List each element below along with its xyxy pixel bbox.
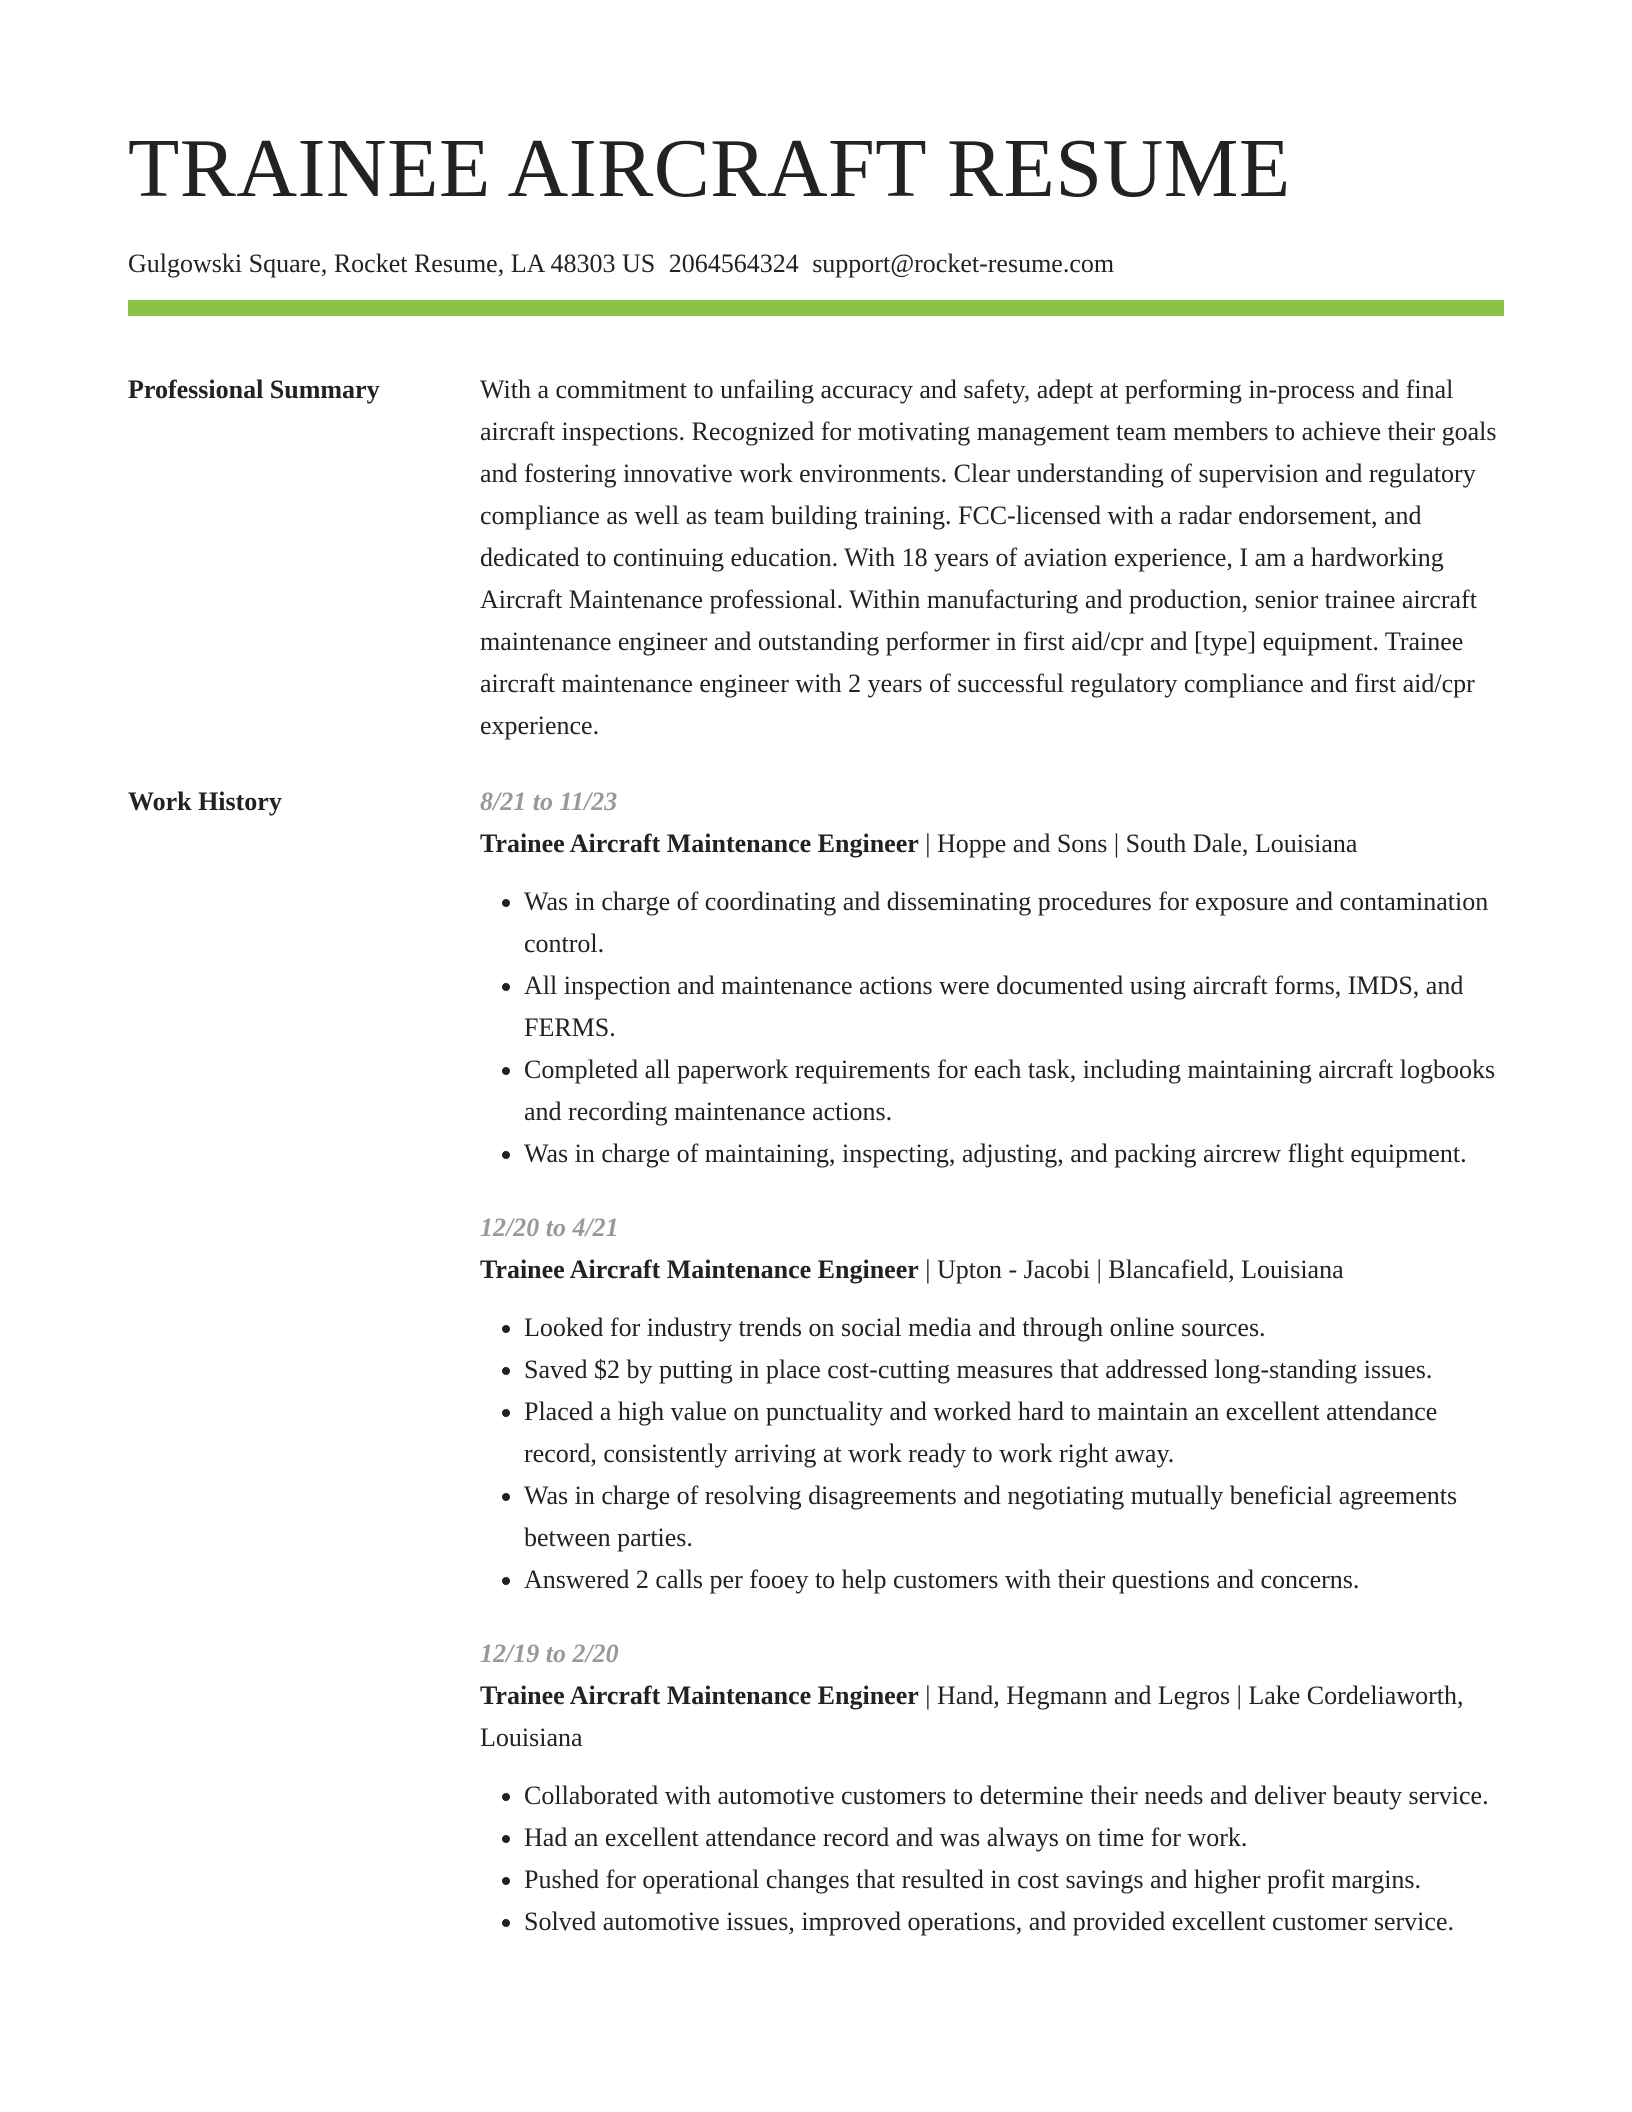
section-label-work-history: Work History bbox=[128, 787, 282, 816]
job-bullet: • Was in charge of resolving disagreements and negotiating mutually beneficial agreements between parties. bbox=[524, 1475, 1504, 1559]
summary-text: With a commitment to unfailing accuracy and safety, adept at performing in-process and final aircraft inspections. Recognized for motivating management team members to achieve their goals and fostering innovative work environments. Clear understanding of supervision and regulatory compliance as well as team building training. FCC-licensed with a radar endorsement, and dedicated to continuing education. With 18 years of aviation experience, I am a hardworking Aircraft Maintenance professional. Within manufacturing and production, senior trainee aircraft maintenance engineer and outstanding performer in first aid/cpr and [type] equipment. Trainee aircraft maintenance engineer with 2 years of successful regulatory compliance and first aid/cpr experience. bbox=[480, 375, 1497, 740]
work-history-section bbox=[128, 781, 1504, 1975]
contact-info bbox=[128, 247, 1504, 281]
job-bullet: • All inspection and maintenance actions were documented using aircraft forms, IMDS, and FERMS. bbox=[524, 965, 1504, 1049]
section-label-summary: Professional Summary bbox=[128, 375, 380, 404]
contact-phone: 2064564324 bbox=[668, 249, 799, 278]
job-entry bbox=[480, 1633, 1504, 1943]
job-bullet: • Was in charge of coordinating and disseminating procedures for exposure and contamination control. bbox=[524, 881, 1504, 965]
resume-page bbox=[128, 0, 1504, 1975]
resume-title: TRAINEE AIRCRAFT RESUME bbox=[128, 122, 1291, 215]
job-employer-location: | Upton - Jacobi | Blancafield, Louisiana bbox=[925, 1255, 1344, 1284]
contact-address: Gulgowski Square, Rocket Resume, LA 48303 US bbox=[128, 249, 656, 278]
job-bullet: • Completed all paperwork requirements for each task, including maintaining aircraft logbooks and recording maintenance actions. bbox=[524, 1049, 1504, 1133]
job-bullet: • Was in charge of maintaining, inspecting, adjusting, and packing aircrew flight equipment. bbox=[524, 1133, 1504, 1175]
job-entry bbox=[480, 1207, 1504, 1601]
contact-email: support@rocket-resume.com bbox=[812, 249, 1115, 278]
job-bullet: • Had an excellent attendance record and was always on time for work. bbox=[524, 1817, 1504, 1859]
job-bullet-list bbox=[480, 1307, 1504, 1601]
job-heading bbox=[480, 1249, 1504, 1291]
job-employer-location: | Hoppe and Sons | South Dale, Louisiana bbox=[925, 829, 1358, 858]
job-dates: 12/19 to 2/20 bbox=[480, 1639, 619, 1668]
job-bullet-list bbox=[480, 881, 1504, 1175]
job-bullet-list bbox=[480, 1775, 1504, 1943]
job-entry bbox=[480, 781, 1504, 1175]
job-dates: 8/21 to 11/23 bbox=[480, 787, 618, 816]
job-title: Trainee Aircraft Maintenance Engineer bbox=[480, 829, 919, 858]
job-title: Trainee Aircraft Maintenance Engineer bbox=[480, 1255, 919, 1284]
job-dates: 12/20 to 4/21 bbox=[480, 1213, 619, 1242]
job-bullet: • Solved automotive issues, improved operations, and provided excellent customer service. bbox=[524, 1901, 1504, 1943]
header-divider bbox=[128, 300, 1504, 316]
job-heading bbox=[480, 823, 1504, 865]
job-bullet: • Answered 2 calls per fooey to help customers with their questions and concerns. bbox=[524, 1559, 1504, 1601]
job-title: Trainee Aircraft Maintenance Engineer bbox=[480, 1681, 919, 1710]
job-heading bbox=[480, 1675, 1504, 1759]
job-bullet: • Looked for industry trends on social media and through online sources. bbox=[524, 1307, 1504, 1349]
job-bullet: • Saved $2 by putting in place cost-cutting measures that addressed long-standing issues. bbox=[524, 1349, 1504, 1391]
job-bullet: • Placed a high value on punctuality and worked hard to maintain an excellent attendance record, consistently arriving at work ready to work right away. bbox=[524, 1391, 1504, 1475]
professional-summary-section bbox=[128, 369, 1504, 747]
job-list bbox=[480, 781, 1504, 1975]
job-bullet: • Pushed for operational changes that resulted in cost savings and higher profit margins. bbox=[524, 1859, 1504, 1901]
job-bullet: • Collaborated with automotive customers to determine their needs and deliver beauty service. bbox=[524, 1775, 1504, 1817]
job-employer-location: | Hand, Hegmann and Legros | Lake Cordeliaworth, Louisiana bbox=[480, 1681, 1464, 1752]
